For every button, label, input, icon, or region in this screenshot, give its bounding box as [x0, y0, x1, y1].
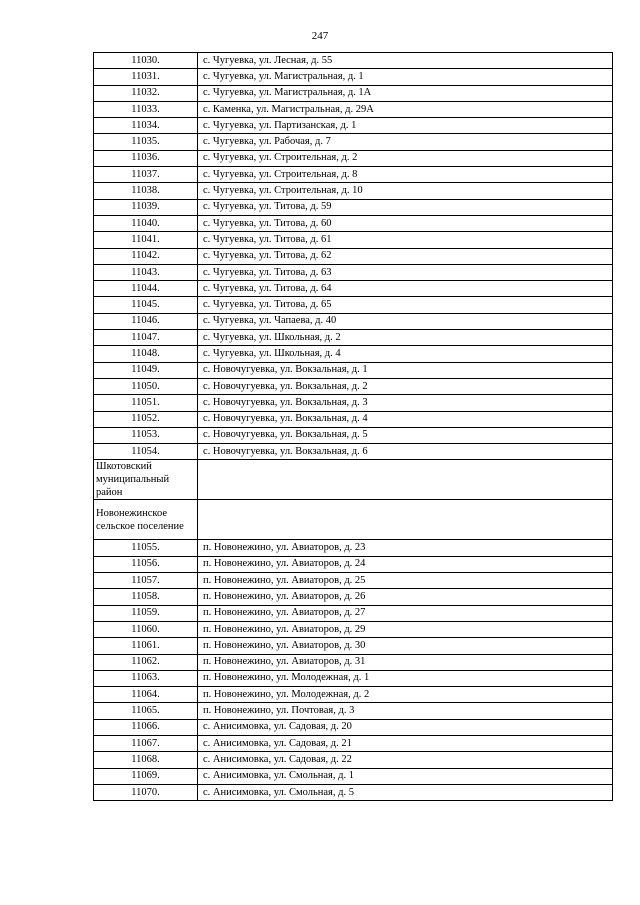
table-row	[94, 752, 613, 768]
row-address: с. Новочугуевка, ул. Вокзальная, д. 5	[198, 427, 613, 443]
table-row	[94, 621, 613, 637]
row-address: с. Анисимовка, ул. Садовая, д. 21	[198, 735, 613, 751]
table-row	[94, 687, 613, 703]
row-number: 11057.	[94, 573, 198, 589]
row-address: с. Чугуевка, ул. Школьная, д. 2	[198, 330, 613, 346]
table-row	[94, 784, 613, 800]
row-address: с. Чугуевка, ул. Партизанская, д. 1	[198, 118, 613, 134]
row-number: 11065.	[94, 703, 198, 719]
row-address: п. Новонежино, ул. Авиаторов, д. 29	[198, 621, 613, 637]
row-address: с. Чугуевка, ул. Строительная, д. 10	[198, 183, 613, 199]
row-number: 11066.	[94, 719, 198, 735]
row-number: 11054.	[94, 444, 198, 460]
row-address: с. Чугуевка, ул. Строительная, д. 2	[198, 150, 613, 166]
row-address: п. Новонежино, ул. Авиаторов, д. 24	[198, 556, 613, 572]
table-row	[94, 69, 613, 85]
table-row	[94, 768, 613, 784]
row-number: 11037.	[94, 167, 198, 183]
table-row	[94, 589, 613, 605]
row-number: 11039.	[94, 199, 198, 215]
page-number: 247	[311, 30, 329, 42]
table-row	[94, 638, 613, 654]
row-number: 11053.	[94, 427, 198, 443]
row-address: п. Новонежино, ул. Авиаторов, д. 26	[198, 589, 613, 605]
table-row	[94, 703, 613, 719]
table-row	[94, 573, 613, 589]
settlement-heading-empty-cell	[198, 500, 613, 540]
row-number: 11042.	[94, 248, 198, 264]
row-number: 11034.	[94, 118, 198, 134]
row-address: с. Чугуевка, ул. Титова, д. 61	[198, 232, 613, 248]
table-row	[94, 605, 613, 621]
row-number: 11045.	[94, 297, 198, 313]
district-heading-row	[94, 460, 613, 500]
row-number: 11043.	[94, 264, 198, 280]
row-address: с. Чугуевка, ул. Магистральная, д. 1	[198, 69, 613, 85]
table-row	[94, 427, 613, 443]
row-number: 11036.	[94, 150, 198, 166]
row-address: п. Новонежино, ул. Молодежная, д. 2	[198, 687, 613, 703]
row-number: 11055.	[94, 540, 198, 556]
row-number: 11063.	[94, 670, 198, 686]
row-address: с. Новочугуевка, ул. Вокзальная, д. 6	[198, 444, 613, 460]
table-row	[94, 232, 613, 248]
row-number: 11048.	[94, 346, 198, 362]
table-row	[94, 330, 613, 346]
row-address: п. Новонежино, ул. Авиаторов, д. 31	[198, 654, 613, 670]
row-address: с. Чугуевка, ул. Магистральная, д. 1А	[198, 85, 613, 101]
row-address: с. Анисимовка, ул. Садовая, д. 20	[198, 719, 613, 735]
row-number: 11064.	[94, 687, 198, 703]
row-number: 11040.	[94, 215, 198, 231]
row-number: 11070.	[94, 784, 198, 800]
table-row	[94, 735, 613, 751]
row-address: с. Чугуевка, ул. Титова, д. 64	[198, 281, 613, 297]
row-number: 11056.	[94, 556, 198, 572]
row-address: п. Новонежино, ул. Авиаторов, д. 23	[198, 540, 613, 556]
row-address: с. Чугуевка, ул. Лесная, д. 55	[198, 53, 613, 69]
row-address: с. Анисимовка, ул. Садовая, д. 22	[198, 752, 613, 768]
district-heading: Шкотовский муниципальный район	[94, 460, 198, 500]
table-row	[94, 556, 613, 572]
table-row	[94, 362, 613, 378]
table-section-headings	[94, 460, 613, 540]
row-number: 11038.	[94, 183, 198, 199]
table-section-bottom	[94, 540, 613, 801]
row-address: с. Анисимовка, ул. Смольная, д. 1	[198, 768, 613, 784]
row-address: с. Новочугуевка, ул. Вокзальная, д. 2	[198, 378, 613, 394]
table-row	[94, 167, 613, 183]
row-number: 11046.	[94, 313, 198, 329]
row-number: 11061.	[94, 638, 198, 654]
row-number: 11033.	[94, 101, 198, 117]
table-row	[94, 248, 613, 264]
row-address: п. Новонежино, ул. Авиаторов, д. 30	[198, 638, 613, 654]
table-row	[94, 411, 613, 427]
table-row	[94, 654, 613, 670]
row-address: с. Чугуевка, ул. Титова, д. 65	[198, 297, 613, 313]
row-address: с. Новочугуевка, ул. Вокзальная, д. 1	[198, 362, 613, 378]
row-address: п. Новонежино, ул. Авиаторов, д. 25	[198, 573, 613, 589]
table-row	[94, 53, 613, 69]
row-number: 11052.	[94, 411, 198, 427]
row-number: 11032.	[94, 85, 198, 101]
address-table	[93, 52, 613, 801]
table-row	[94, 395, 613, 411]
table-row	[94, 670, 613, 686]
table-row	[94, 264, 613, 280]
row-number: 11058.	[94, 589, 198, 605]
row-number: 11059.	[94, 605, 198, 621]
row-number: 11062.	[94, 654, 198, 670]
row-address: п. Новонежино, ул. Почтовая, д. 3	[198, 703, 613, 719]
row-address: с. Чугуевка, ул. Чапаева, д. 40	[198, 313, 613, 329]
row-number: 11030.	[94, 53, 198, 69]
table-row	[94, 346, 613, 362]
table-row	[94, 150, 613, 166]
table-row	[94, 101, 613, 117]
row-number: 11031.	[94, 69, 198, 85]
row-address: п. Новонежино, ул. Молодежная, д. 1	[198, 670, 613, 686]
row-number: 11060.	[94, 621, 198, 637]
row-address: п. Новонежино, ул. Авиаторов, д. 27	[198, 605, 613, 621]
row-address: с. Каменка, ул. Магистральная, д. 29А	[198, 101, 613, 117]
settlement-heading: Новонежинское сельское поселение	[94, 500, 198, 540]
settlement-heading-row	[94, 500, 613, 540]
row-address: с. Чугуевка, ул. Титова, д. 62	[198, 248, 613, 264]
table-row	[94, 540, 613, 556]
table-row	[94, 719, 613, 735]
table-row	[94, 199, 613, 215]
table-row	[94, 118, 613, 134]
row-number: 11047.	[94, 330, 198, 346]
row-address: с. Новочугуевка, ул. Вокзальная, д. 4	[198, 411, 613, 427]
row-address: с. Чугуевка, ул. Титова, д. 63	[198, 264, 613, 280]
table-row	[94, 444, 613, 460]
table-row	[94, 215, 613, 231]
row-address: с. Чугуевка, ул. Рабочая, д. 7	[198, 134, 613, 150]
row-number: 11049.	[94, 362, 198, 378]
table-row	[94, 313, 613, 329]
row-address: с. Чугуевка, ул. Строительная, д. 8	[198, 167, 613, 183]
table-section-top	[94, 53, 613, 460]
table-row	[94, 85, 613, 101]
table-row	[94, 378, 613, 394]
district-heading-empty-cell	[198, 460, 613, 500]
row-address: с. Чугуевка, ул. Титова, д. 59	[198, 199, 613, 215]
table-row	[94, 297, 613, 313]
table-row	[94, 183, 613, 199]
row-number: 11068.	[94, 752, 198, 768]
table-row	[94, 134, 613, 150]
row-address: с. Чугуевка, ул. Титова, д. 60	[198, 215, 613, 231]
row-number: 11069.	[94, 768, 198, 784]
row-number: 11041.	[94, 232, 198, 248]
row-address: с. Новочугуевка, ул. Вокзальная, д. 3	[198, 395, 613, 411]
row-number: 11051.	[94, 395, 198, 411]
row-number: 11044.	[94, 281, 198, 297]
table-row	[94, 281, 613, 297]
row-number: 11035.	[94, 134, 198, 150]
row-address: с. Чугуевка, ул. Школьная, д. 4	[198, 346, 613, 362]
row-number: 11050.	[94, 378, 198, 394]
row-address: с. Анисимовка, ул. Смольная, д. 5	[198, 784, 613, 800]
row-number: 11067.	[94, 735, 198, 751]
